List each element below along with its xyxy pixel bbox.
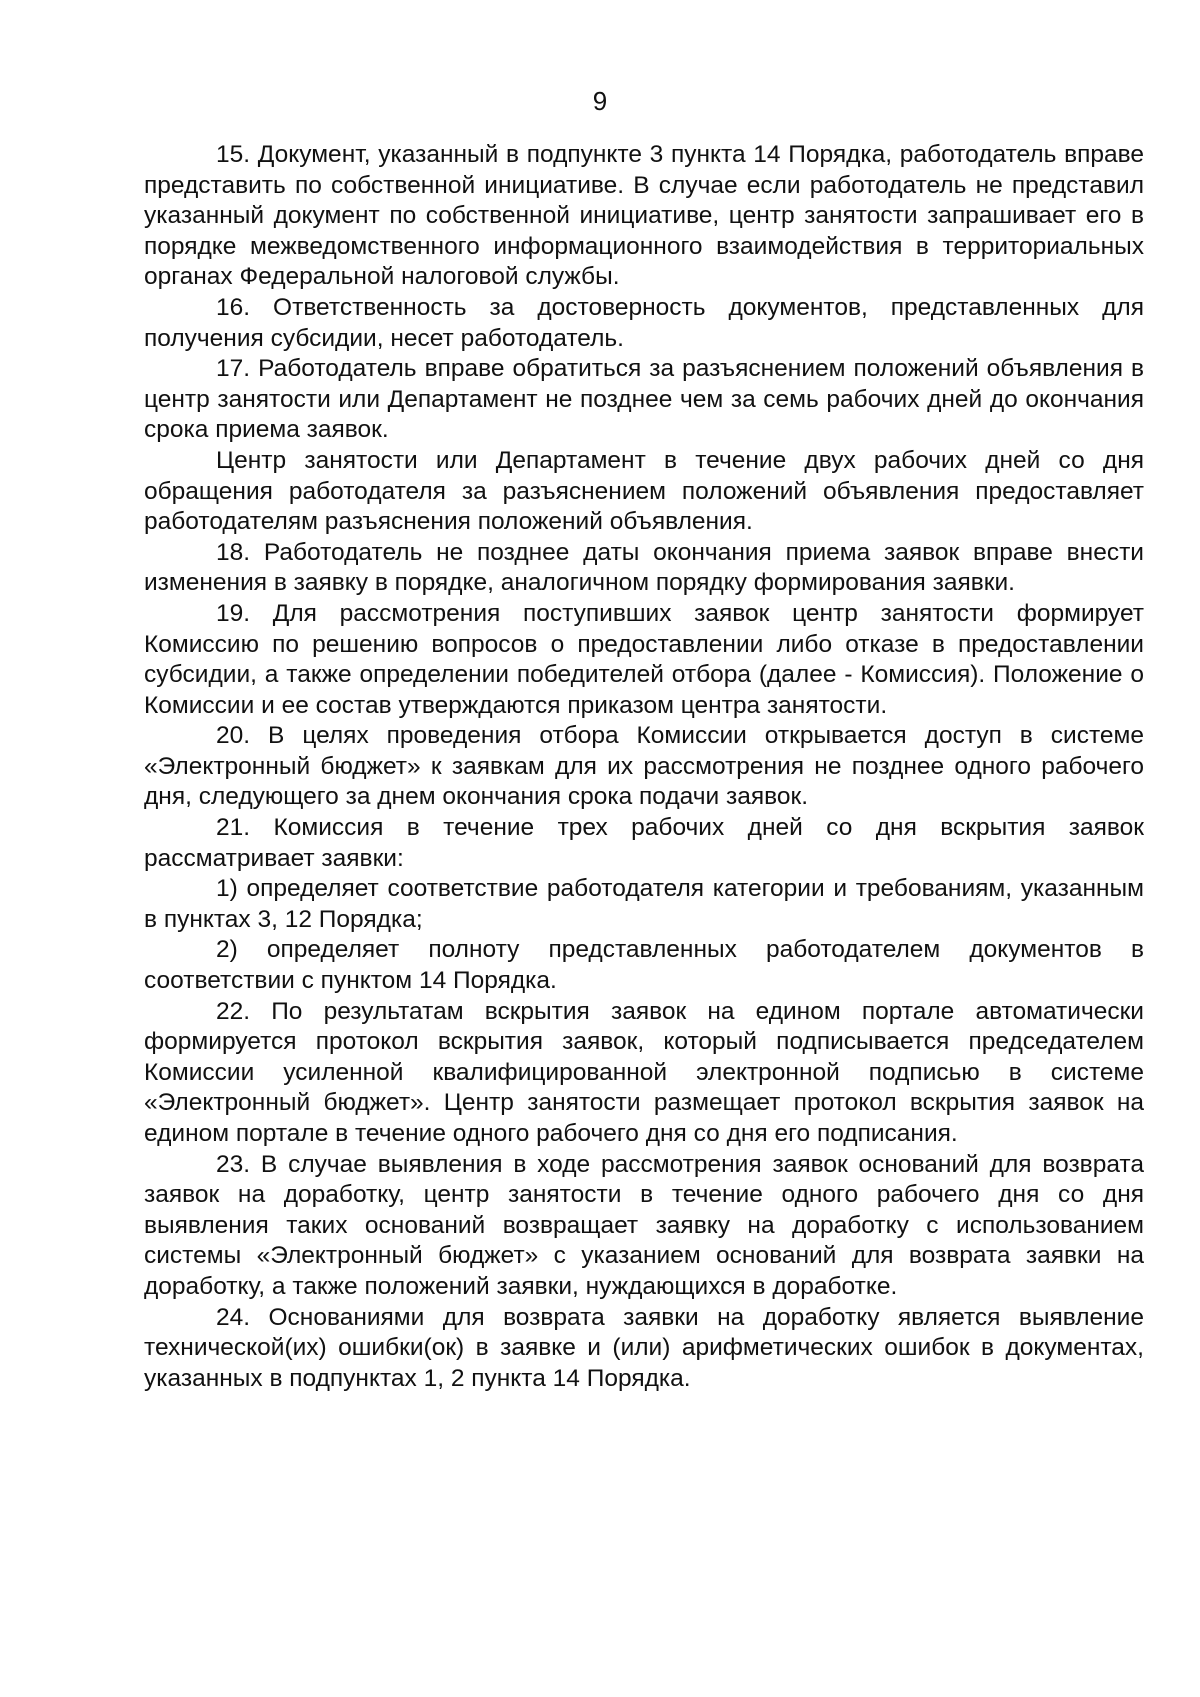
paragraph-15: 15. Документ, указанный в подпункте 3 пункта 14 Порядка, работодатель вправе представить по собственной инициативе. В случае если работодатель не представил указанный документ по собственной инициативе, центр занятости запрашивает его в порядке межведомственного информационного взаимодействия в территориальных органах Федеральной налоговой службы. [144,141,1144,291]
paragraph-21-item-2: 2) определяет полноту представленных работодателем документов в соответствии с пунктом 14 Порядка. [144,936,1144,995]
page-number: 9 [592,86,608,116]
paragraph-20: 20. В целях проведения отбора Комиссии открывается доступ в системе «Электронный бюджет» к заявкам для их рассмотрения не позднее одного рабочего дня, следующего за днем окончания срока подачи заявок. [144,722,1144,811]
paragraph-23: 23. В случае выявления в ходе рассмотрения заявок оснований для возврата заявок на доработку, центр занятости в течение одного рабочего дня со дня выявления таких оснований возвращает заявку на доработку с использованием системы «Электронный бюджет» с указанием оснований для возврата заявки на доработку, а также положений заявки, нуждающихся в доработке. [144,1150,1144,1300]
paragraph-21: 21. Комиссия в течение трех рабочих дней со дня вскрытия заявок рассматривает заявки: [144,814,1144,872]
paragraph-22: 22. По результатам вскрытия заявок на едином портале автоматически формируется протокол вскрытия заявок, который подписывается председателем Комиссии усиленной квалифицированной электронной подписью в системе «Электронный бюджет». Центр занятости размещает протокол вскрытия заявок на едином портале в течение одного рабочего дня со дня его подписания. [144,997,1144,1147]
paragraph-17: 17. Работодатель вправе обратиться за разъяснением положений объявления в центр занятости или Департамент не позднее чем за семь рабочих дней до окончания срока приема заявок. [144,355,1144,444]
paragraph-21-item-1: 1) определяет соответствие работодателя категории и требованиям, указанным в пунктах 3, 12 Порядка; [144,875,1144,933]
paragraph-18: 18. Работодатель не позднее даты окончания приема заявок вправе внести изменения в заявку в порядке, аналогичном порядку формирования заявки. [144,538,1144,597]
paragraph-24: 24. Основаниями для возврата заявки на доработку является выявление технической(их) ошибки(ок) в заявке и (или) арифметических ошибок в документах, указанных в подпунктах 1, 2 пункта 14 Порядка. [144,1303,1144,1392]
paragraph-19: 19. Для рассмотрения поступивших заявок центр занятости формирует Комиссию по решению вопросов о предоставлении либо отказе в предоставлении субсидии, а также определении победителей отбора (далее - Комиссия). Положение о Комиссии и ее состав утверждаются приказом центра занятости. [144,599,1144,719]
paragraph-16: 16. Ответственность за достоверность документов, представленных для получения субсидии, несет работодатель. [144,293,1144,352]
paragraph-17-continued: Центр занятости или Департамент в течение двух рабочих дней со дня обращения работодателя за разъяснением положений объявления предоставляет работодателям разъяснения положений объявления. [144,446,1144,536]
document-body [144,140,1144,1394]
